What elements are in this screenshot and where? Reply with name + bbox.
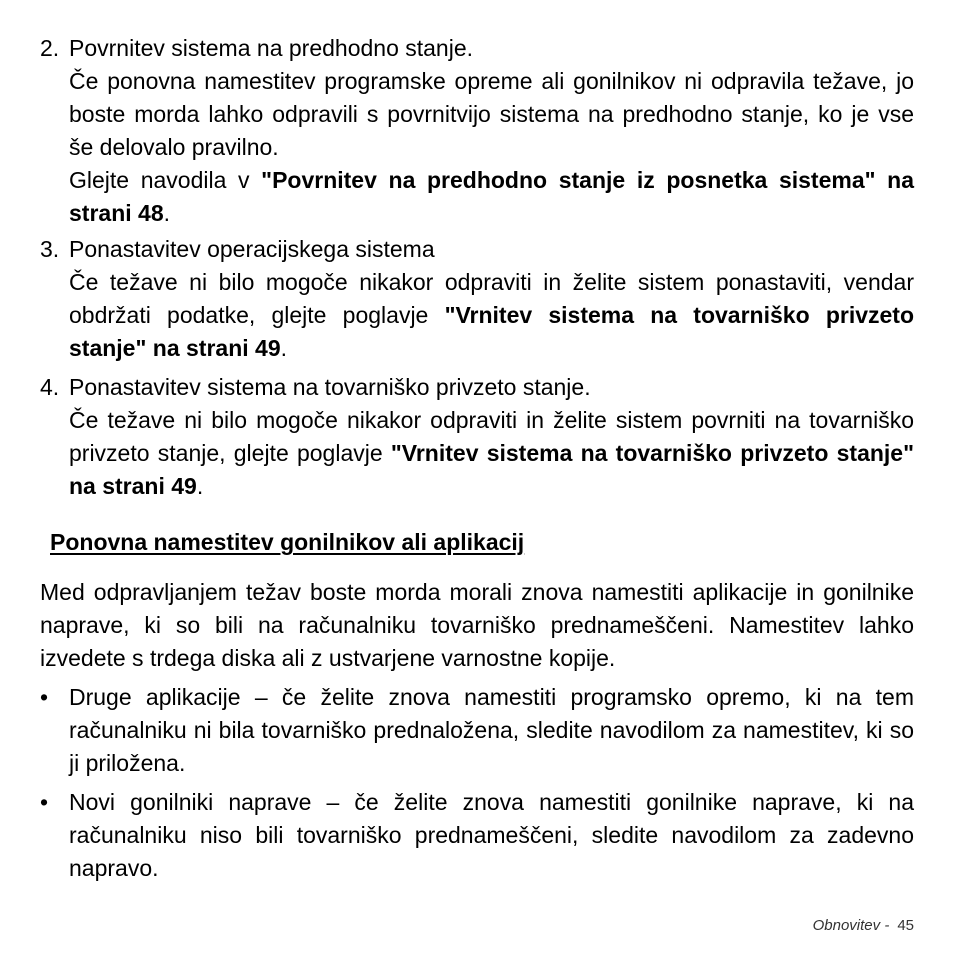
item-paragraph [69, 266, 914, 365]
section-heading: Ponovna namestitev gonilnikov ali aplikacij [50, 529, 525, 555]
item-heading: Ponastavitev sistema na tovarniško privzeto stanje. [69, 374, 591, 400]
page-number: 45 [897, 917, 914, 934]
item-heading: Ponastavitev operacijskega sistema [69, 236, 435, 262]
cross-reference-link[interactable]: "Vrnitev sistema na tovarniško privzeto stanje" na strani 49 [69, 302, 914, 361]
cross-reference-link[interactable]: "Povrnitev na predhodno stanje iz posnetka sistema" na strani 48 [69, 167, 914, 226]
item-paragraph: Če ponovna namestitev programske opreme ali gonilnikov ni odpravila težave, jo boste morda lahko odpravili s povrnitvijo sistema na predhodno stanje, ko je vse še delovalo pravilno. [69, 68, 914, 160]
numbered-item-2 [40, 32, 914, 230]
item-paragraph [69, 404, 914, 503]
item-paragraph [69, 164, 914, 230]
item-number: 3. [40, 236, 60, 262]
text-suffix: . [280, 335, 287, 361]
numbered-item-3 [40, 233, 914, 365]
item-heading: Povrnitev sistema na predhodno stanje. [69, 35, 474, 61]
text-prefix: Če težave ni bilo mogoče nikakor odpraviti in želite sistem povrniti na tovarniško privzeto stanje, glejte poglavje [69, 407, 914, 466]
bullet-marker: • [40, 684, 49, 710]
bullet-item [40, 786, 914, 885]
intro-paragraph: Med odpravljanjem težav boste morda morali znova namestiti aplikacije in gonilnike naprave, ki so bili na računalniku tovarniško prednameščeni. Namestitev lahko izvedete s trdega diska ali z ustvarjene varnostne kopije. [40, 579, 914, 671]
bullet-text: Novi gonilniki naprave – če želite znova namestiti gonilnike naprave, ki na računalniku niso bili tovarniško prednameščeni, sledite navodilom za zadevno napravo. [69, 789, 914, 881]
page-footer [813, 916, 914, 936]
text-prefix: Glejte navodila v [69, 167, 262, 193]
numbered-item-4 [40, 371, 914, 503]
item-number: 4. [40, 374, 60, 400]
cross-reference-link[interactable]: "Vrnitev sistema na tovarniško privzeto stanje" na strani 49 [69, 440, 914, 499]
text-suffix: . [163, 200, 170, 226]
bullet-marker: • [40, 789, 49, 815]
footer-chapter: Obnovitev - [812, 917, 890, 934]
item-number: 2. [40, 35, 60, 61]
bullet-text: Druge aplikacije – če želite znova namestiti programsko opremo, ki na tem računalniku ni bila tovarniško prednaložena, sledite navodilom za namestitev, ki so ji priložena. [69, 684, 914, 776]
text-prefix: Če težave ni bilo mogoče nikakor odpraviti in želite sistem ponastaviti, vendar obdržati podatke, glejte poglavje [69, 269, 914, 328]
bullet-item [40, 681, 914, 780]
text-suffix: . [196, 473, 204, 499]
